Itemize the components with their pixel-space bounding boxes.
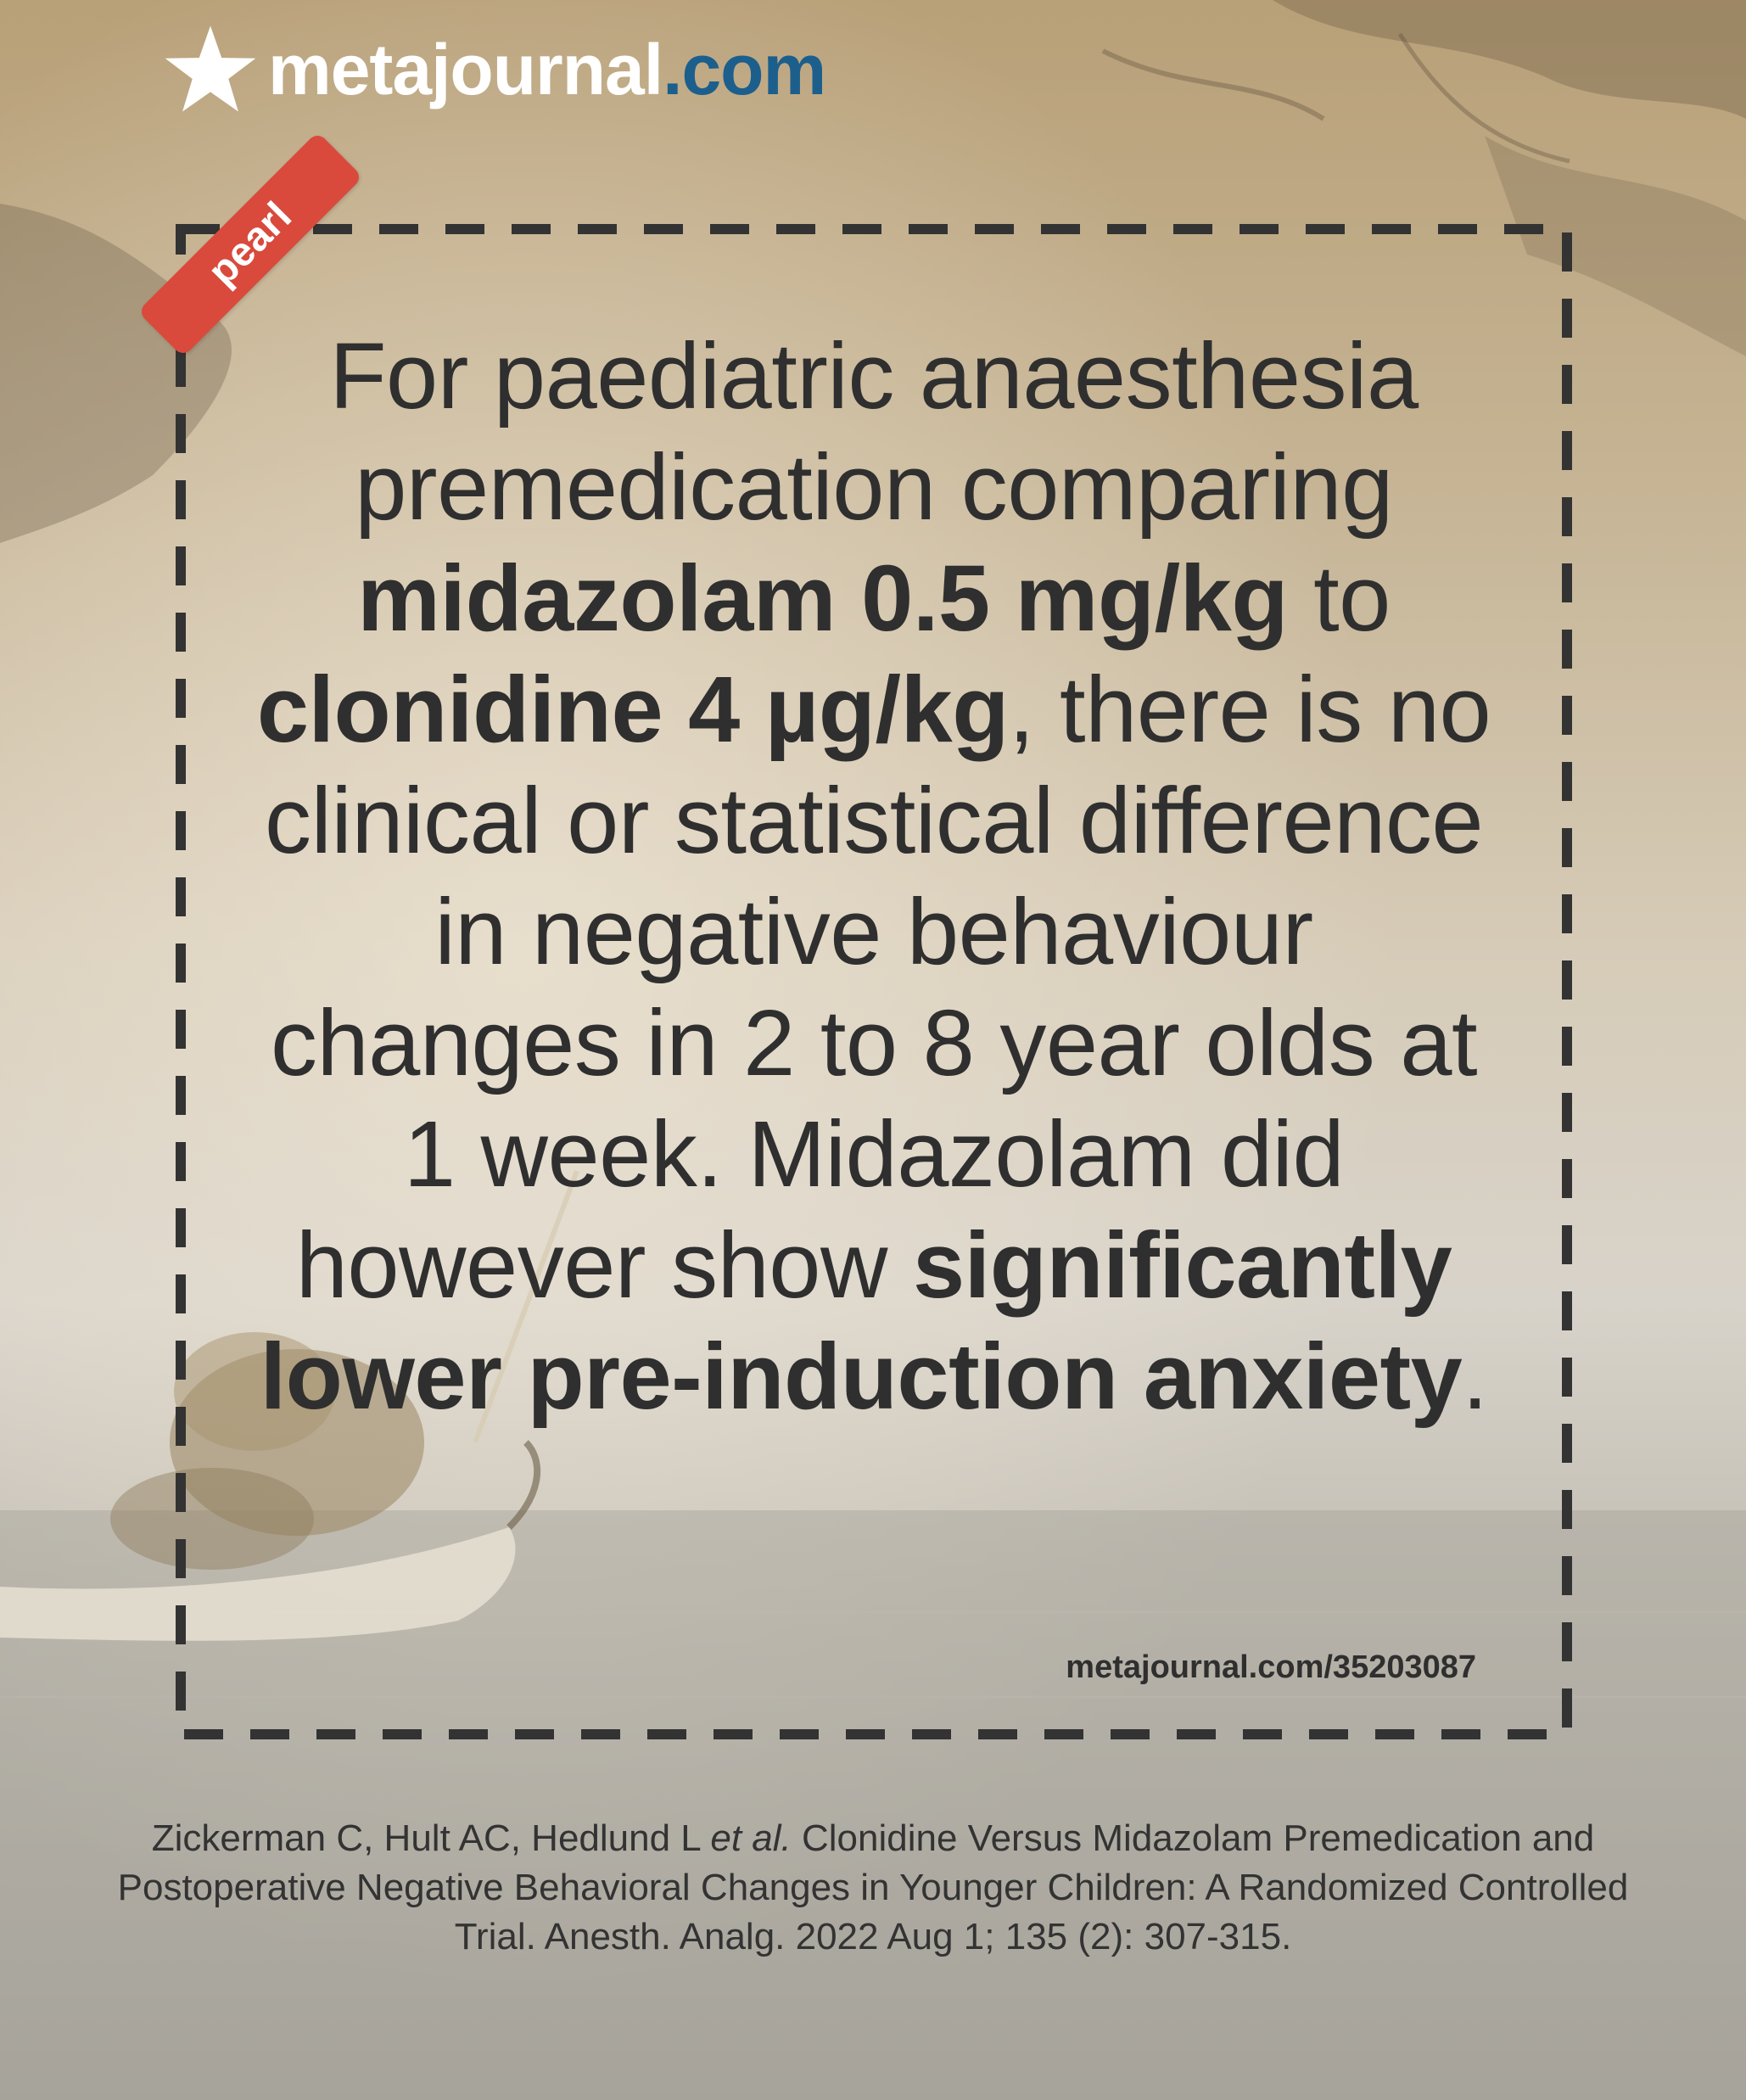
star-icon	[163, 22, 258, 117]
statement-part-2: to	[1288, 546, 1391, 651]
citation-details: Clonidine Versus Midazolam Premedication and Postoperative Negative Behavioral Changes in Younger Children: A Randomized Controlled Trial. Anesth. Analg. 2022 Aug 1; 135 (2): 307-315.	[117, 1817, 1629, 1957]
statement-key-finding: significantly lower pre-induction anxiety	[260, 1213, 1463, 1429]
statement-midazolam-dose: midazolam 0.5 mg/kg	[357, 546, 1289, 651]
citation-et-al: et al.	[710, 1817, 792, 1859]
citation	[102, 1814, 1644, 1962]
statement-clonidine-dose: clonidine 4 µg/kg	[256, 658, 1009, 762]
statement-part-3: , there is no clinical or statistical difference in negative behaviour changes in 2 to 8 year olds at 1 week. Midazolam did however show	[264, 658, 1491, 1318]
logo-name: metajournal	[268, 30, 663, 109]
metajournal-logo[interactable]	[163, 19, 825, 120]
citation-authors: Zickerman C, Hult AC, Hedlund L	[151, 1817, 711, 1859]
statement-part-4: .	[1462, 1324, 1488, 1429]
pearl-statement	[255, 321, 1493, 1432]
statement-part-1: For paediatric anaesthesia premedication comparing	[329, 324, 1419, 540]
logo-tld: .com	[663, 30, 826, 109]
article-link[interactable]: metajournal.com/35203087	[1066, 1649, 1476, 1685]
pearl-ribbon-label: pearl	[199, 193, 300, 294]
